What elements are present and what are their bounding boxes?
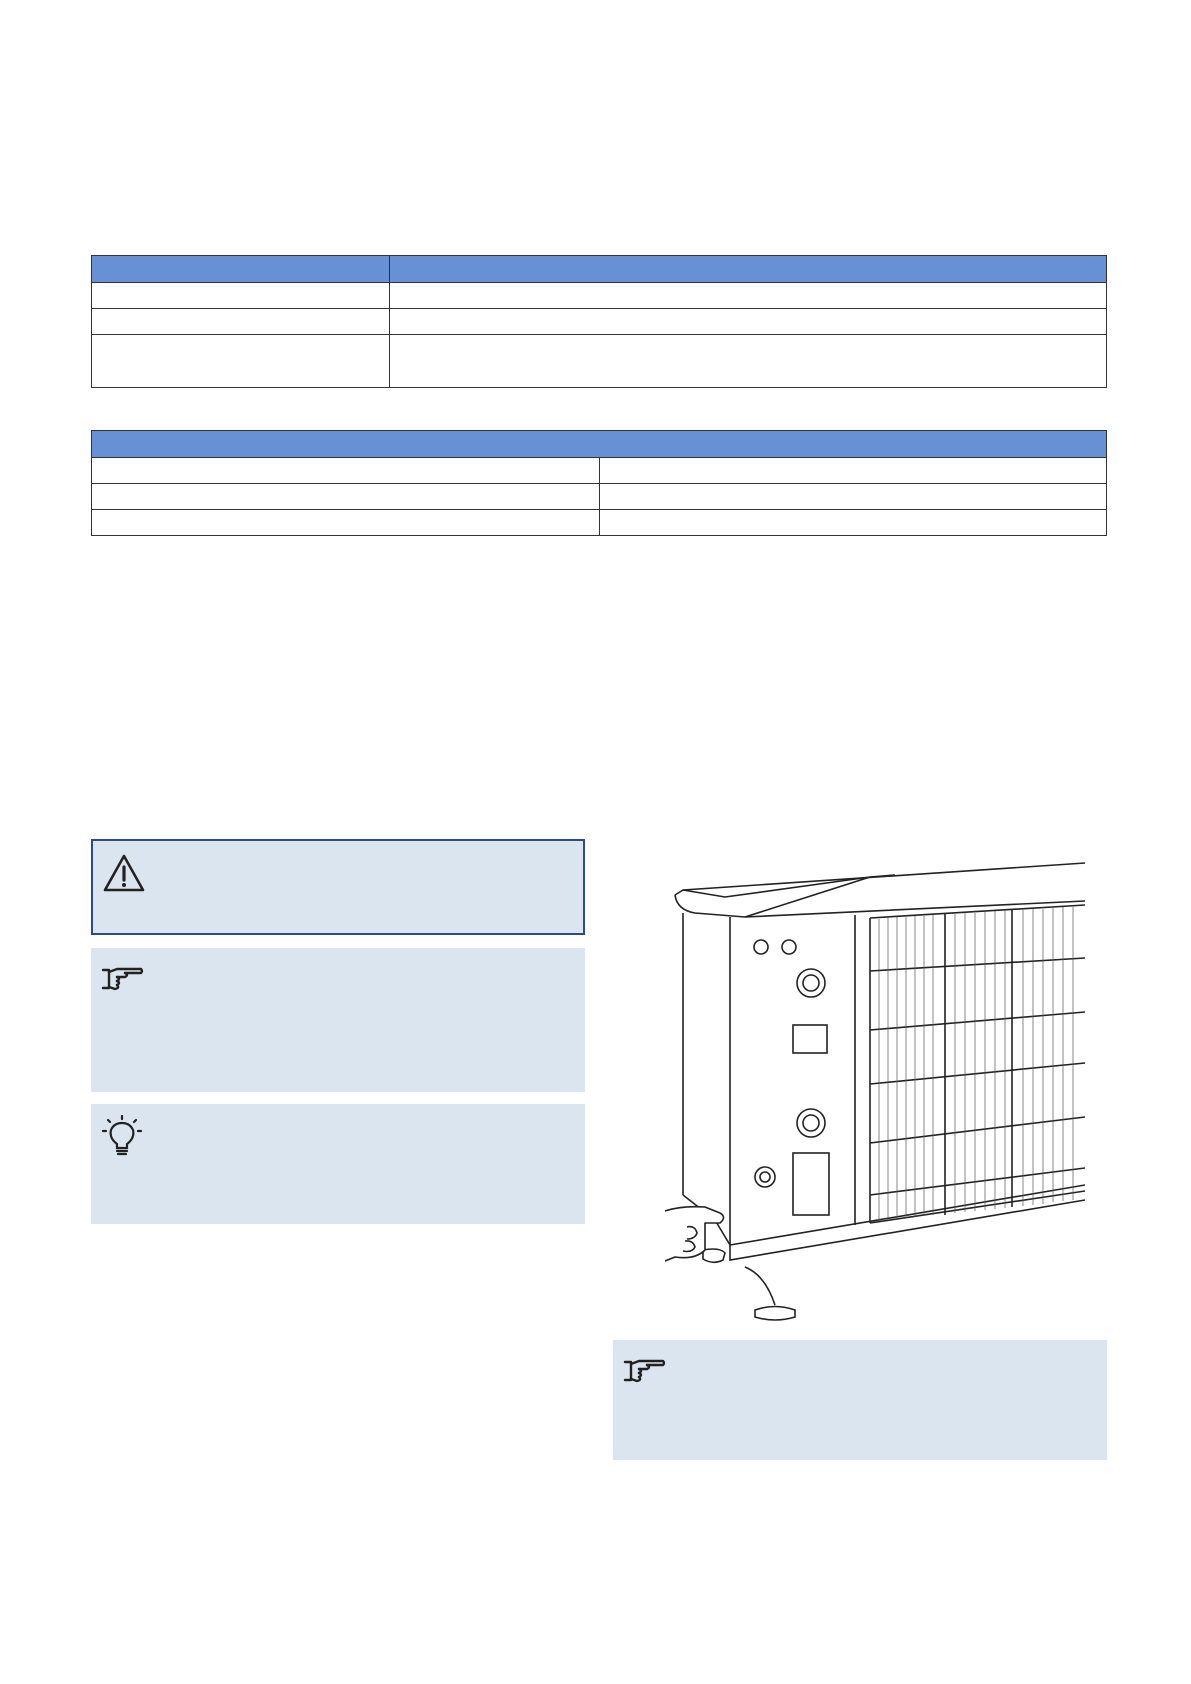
table-row — [92, 458, 1107, 484]
table-row — [92, 335, 1107, 388]
table-cell — [92, 458, 600, 484]
spec-table-2 — [91, 430, 1107, 536]
table-cell — [390, 309, 1107, 335]
table-cell — [92, 484, 600, 510]
caution-note — [613, 1340, 1107, 1460]
table-row — [92, 510, 1107, 536]
table-cell — [390, 335, 1107, 388]
pointing-hand-icon — [99, 958, 145, 1004]
lightbulb-icon — [99, 1114, 145, 1160]
spec-table-1 — [91, 255, 1107, 388]
table-row — [92, 283, 1107, 309]
table-row — [92, 484, 1107, 510]
table-cell — [92, 510, 600, 536]
table-header-row — [92, 256, 1107, 283]
table-header-row — [92, 431, 1107, 458]
table-cell — [390, 283, 1107, 309]
heat-pump-illustration — [665, 855, 1085, 1325]
tip-note — [91, 1104, 585, 1224]
warning-note — [91, 839, 585, 935]
table-cell — [600, 484, 1107, 510]
pointing-hand-icon — [621, 1350, 667, 1396]
table-header-cell — [92, 431, 1107, 458]
caution-note — [91, 948, 585, 1092]
table-cell — [92, 335, 390, 388]
table-cell — [92, 309, 390, 335]
table-row — [92, 309, 1107, 335]
table-header-cell — [92, 256, 390, 283]
table-cell — [92, 283, 390, 309]
table-header-cell — [390, 256, 1107, 283]
table-cell — [600, 458, 1107, 484]
table-cell — [600, 510, 1107, 536]
warning-triangle-icon — [101, 851, 147, 897]
